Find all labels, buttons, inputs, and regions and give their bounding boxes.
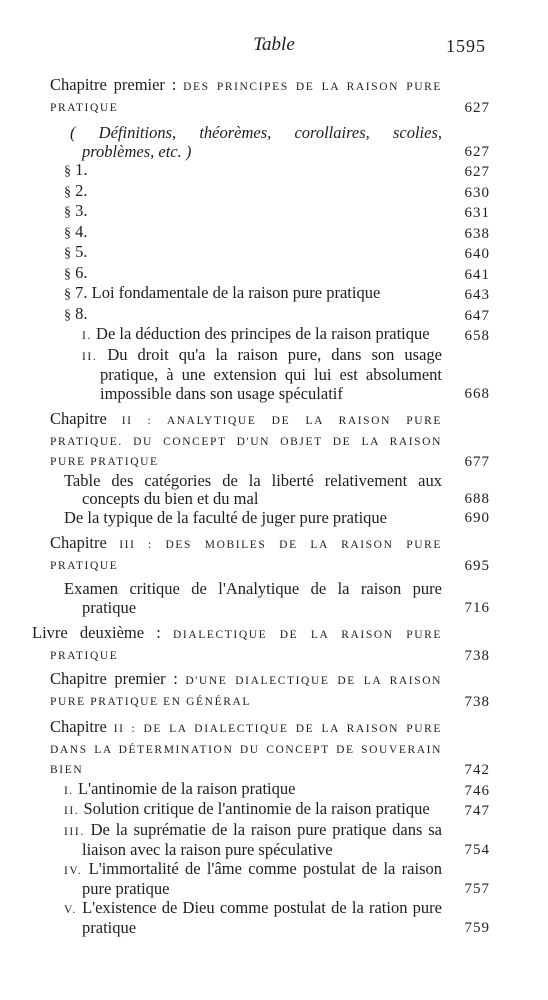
toc-entry-section-6 <box>64 264 490 285</box>
toc-entry-l2-chapter-2 <box>50 718 490 780</box>
toc-entry-section-8 <box>64 305 490 326</box>
chapter-label: Chapitre <box>50 717 107 736</box>
entry-text: De la typique de la faculté de juger pure pratique <box>64 507 387 527</box>
toc-entry-solution <box>64 800 490 821</box>
section-symbol: § <box>64 225 71 241</box>
entry-text: De la suprématie de la raison pure pratique dans sa liaison avec la raison pure spéculative <box>82 819 442 859</box>
toc-entry-l2-chapter-1 <box>50 670 490 711</box>
section-symbol: § <box>64 246 71 261</box>
roman-numeral: I. <box>64 784 74 797</box>
section-label: 8. <box>75 303 88 323</box>
chapter-title: : DES MOBILES DE LA RAISON PURE PRATIQUE <box>50 539 443 572</box>
chapter-number: II <box>121 415 133 427</box>
toc-entry-suprematie <box>64 821 490 860</box>
chapter-title: : ANALYTIQUE DE LA RAISON PURE PRATIQUE. DU CONCEPT D'UN OBJET DE LA RAISON PURE PRATIQUE <box>50 415 443 468</box>
toc-entry-deduction <box>82 325 490 346</box>
toc-page: 627 <box>464 99 490 116</box>
toc-entry-definitions <box>70 124 490 161</box>
toc-entry-existence-dieu <box>64 899 490 938</box>
chapter-number: III <box>119 539 136 551</box>
toc-page: 677 <box>464 454 490 470</box>
chapter-title: D'UNE DIALECTIQUE DE LA RAISON PURE PRATIQUE EN GÉNÉRAL <box>50 675 442 708</box>
section-label: 6. <box>75 262 88 282</box>
toc-page: 638 <box>464 225 490 242</box>
chapter-label: Chapitre premier : <box>50 669 178 688</box>
chapter-label: Chapitre <box>50 409 107 428</box>
toc-entry-chapter-3 <box>50 534 490 575</box>
toc-page: 668 <box>464 385 490 402</box>
entry-text: L'antinomie de la raison pratique <box>78 778 296 798</box>
toc-entry-chapter-2 <box>50 410 490 472</box>
toc-page: 742 <box>464 762 490 778</box>
toc-entry-categories <box>64 472 490 509</box>
toc-page: 759 <box>464 920 490 936</box>
roman-numeral: II. <box>82 350 98 363</box>
toc-entry-section-7 <box>64 284 490 305</box>
toc-entry-section-5 <box>64 243 490 264</box>
toc-entry-chapter-1 <box>50 76 490 117</box>
toc-entry-section-1 <box>64 161 490 182</box>
toc-page: 690 <box>464 509 490 526</box>
roman-numeral: IV. <box>64 864 83 877</box>
toc-entry-section-4 <box>64 223 490 244</box>
roman-numeral: II. <box>64 805 80 817</box>
roman-numeral: V. <box>64 903 77 916</box>
definitions-text: ( Définitions, théorèmes, corollaires, scolies, problèmes, etc. ) <box>70 123 442 161</box>
toc-page: 747 <box>464 803 490 819</box>
toc-entry-examen <box>64 580 490 617</box>
chapter-title: : DE LA DIALECTIQUE DE LA RAISON PURE DANS LA DÉTERMINATION DU CONCEPT DE SOUVERAIN BIEN <box>50 723 443 776</box>
toc-entry-immortalite <box>64 860 490 899</box>
roman-numeral: I. <box>82 330 92 342</box>
toc-entry-typique <box>64 509 490 528</box>
section-label: 1. <box>75 160 88 179</box>
toc-page: 738 <box>464 647 490 664</box>
section-label: 4. <box>75 221 88 241</box>
toc-page: 640 <box>464 246 490 262</box>
section-label: 7. Loi fondamentale de la raison pure pratique <box>75 283 381 302</box>
entry-text: L'existence de Dieu comme postulat de la ration pure pratique <box>82 897 443 937</box>
roman-numeral: III. <box>64 825 85 838</box>
toc-page: 658 <box>464 328 490 344</box>
entry-text: Examen critique de l'Analytique de la raison pure pratique <box>64 579 442 617</box>
chapter-label: Chapitre <box>50 533 107 552</box>
toc-page: 631 <box>464 205 490 221</box>
toc-entry-section-2 <box>64 182 490 203</box>
toc-page: 754 <box>464 842 490 858</box>
entry-text: De la déduction des principes de la raison pratique <box>96 324 430 343</box>
toc-page: 627 <box>464 143 490 160</box>
running-title: Table <box>253 34 295 55</box>
section-symbol: § <box>64 266 71 282</box>
toc-page: 641 <box>464 266 490 283</box>
section-label: 5. <box>75 242 88 261</box>
section-symbol: § <box>64 164 71 179</box>
section-label: 3. <box>75 201 88 220</box>
table-of-contents <box>32 76 490 938</box>
book-title: DIALECTIQUE DE LA RAISON PURE PRATIQUE <box>50 629 442 662</box>
entry-text: Solution critique de l'antinomie de la raison pratique <box>83 799 430 818</box>
toc-entry-antinomie <box>64 780 490 801</box>
toc-page: 643 <box>464 287 490 303</box>
toc-page: 695 <box>464 557 490 574</box>
toc-entry-section-3 <box>64 202 490 223</box>
section-symbol: § <box>64 307 71 323</box>
entry-text: Du droit qu'a la raison pure, dans son usage pratique, à une extension qui lui est absolument impossible dans son usage spéculatif <box>100 344 442 403</box>
section-symbol: § <box>64 287 71 302</box>
book-label: Livre deuxième : <box>32 623 161 642</box>
chapter-label: Chapitre premier : <box>50 75 177 94</box>
section-symbol: § <box>64 205 71 220</box>
toc-page: 688 <box>464 491 490 507</box>
chapter-number: II <box>113 723 125 735</box>
toc-page: 647 <box>464 307 490 324</box>
toc-entry-droit <box>82 346 490 404</box>
chapter-title: DES PRINCIPES DE LA RAISON PURE PRATIQUE <box>50 81 442 114</box>
section-symbol: § <box>64 184 71 200</box>
toc-page: 738 <box>464 693 490 710</box>
entry-text: L'immortalité de l'âme comme postulat de la raison pure pratique <box>82 858 443 898</box>
toc-page: 627 <box>464 164 490 180</box>
toc-page: 630 <box>464 184 490 201</box>
entry-text: Table des catégories de la liberté relativement aux concepts du bien et du mal <box>64 470 442 508</box>
toc-page: 746 <box>464 782 490 799</box>
toc-page: 716 <box>464 599 490 616</box>
page-number: 1595 <box>446 36 486 56</box>
toc-entry-livre-2 <box>32 624 490 665</box>
section-label: 2. <box>75 180 88 200</box>
toc-page: 757 <box>464 881 490 897</box>
